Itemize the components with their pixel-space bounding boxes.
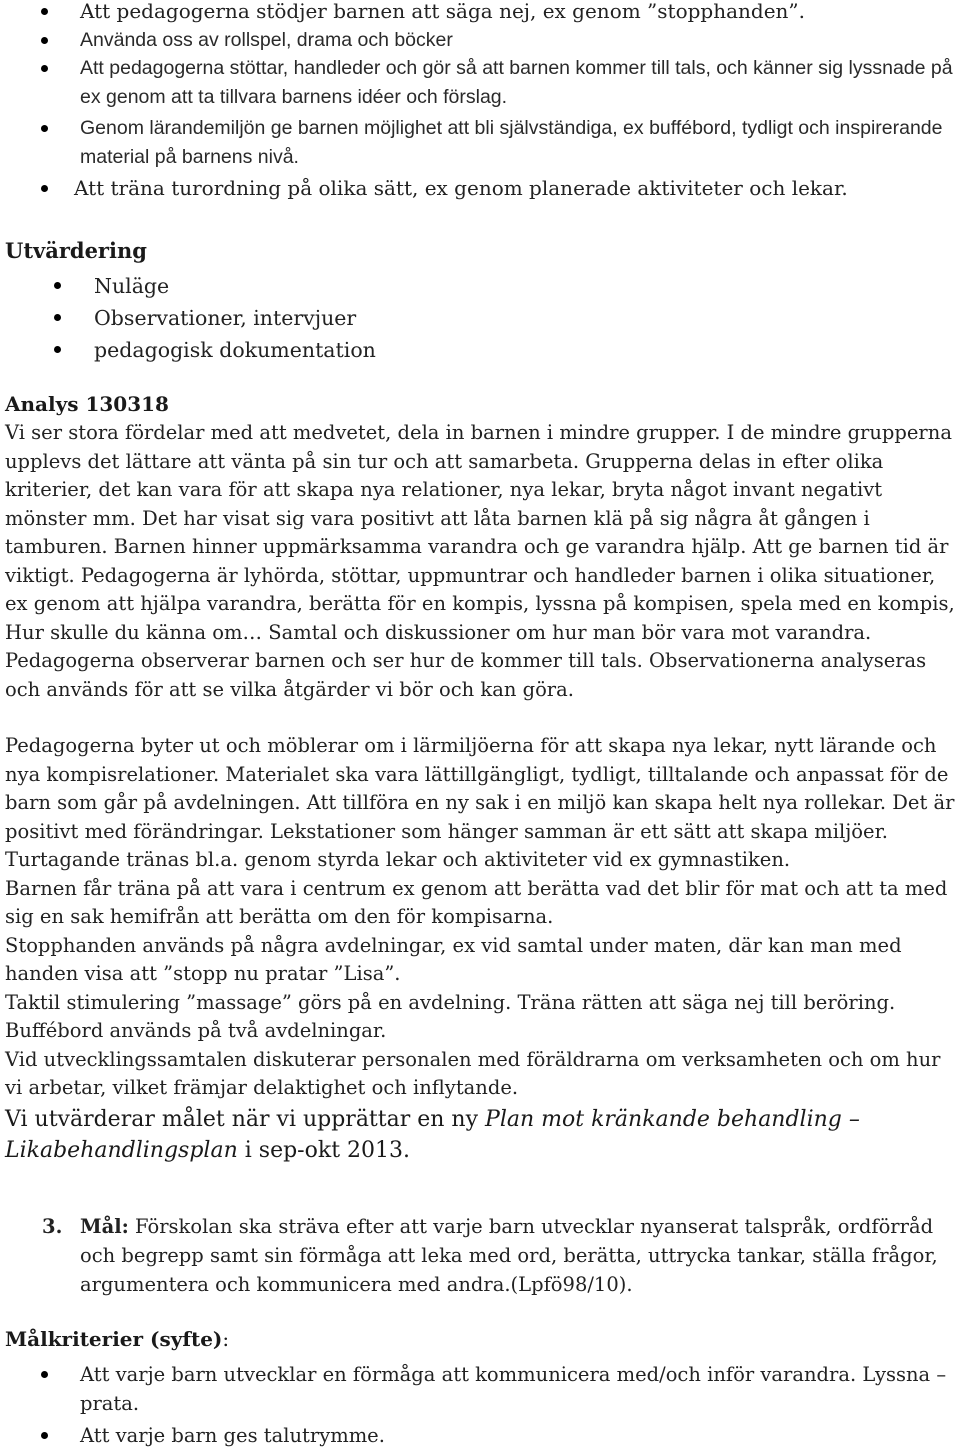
bullet-icon (41, 8, 48, 15)
goal-section (0, 1212, 960, 1299)
criteria-heading (5, 1327, 229, 1351)
list-item (0, 0, 960, 26)
statement-text: Vi utvärderar målet när vi upprättar en ny (5, 1107, 486, 1132)
list-item-text: pedagogisk dokumentation (94, 338, 376, 362)
evaluation-plan-statement (5, 1104, 960, 1166)
analysis-paragraph: Taktil stimulering ”massage” görs på en avdelning. Träna rätten att säga nej till beröring. (5, 990, 896, 1014)
analysis-text (5, 419, 960, 1103)
analysis-paragraph: Vid utvecklingssamtalen diskuterar personalen med föräldrarna om verksamheten och om hur vi arbetar, vilket främjar delaktighet och inflytande. (5, 1047, 941, 1099)
goal-body (80, 1212, 960, 1299)
list-item-text: Att varje barn ges talutrymme. (80, 1424, 385, 1447)
statement-text: i sep-okt 2013. (237, 1138, 411, 1163)
list-item-text: Observationer, intervjuer (94, 306, 357, 330)
goal-text: Förskolan ska sträva efter att varje barn utvecklar nyanserat talspråk, ordförråd och begrepp samt sin förmåga att leka med ord, berätta, uttrycka tankar, ställa frågor, argumentera och kommunicera med andra.(Lpfö98/10). (80, 1215, 938, 1296)
paragraph-gap (5, 704, 960, 732)
criteria-list (0, 1360, 960, 1450)
evaluation-heading: Utvärdering (5, 238, 147, 263)
list-item-text: Att pedagogerna stödjer barnen att säga nej, ex genom ”stopphanden”. (80, 0, 806, 23)
bullet-icon (41, 65, 48, 72)
list-item-text: Att varje barn utvecklar en förmåga att kommunicera med/och inför varandra. Lyssna – prata. (80, 1363, 947, 1415)
list-item-text: Att träna turordning på olika sätt, ex genom planerade aktiviteter och lekar. (74, 176, 848, 200)
list-item (0, 302, 960, 334)
analysis-paragraph: Barnen får träna på att vara i centrum ex genom att berätta vad det blir för mat och att ta med sig en sak hemifrån att berätta om den för kompisarna. (5, 876, 948, 928)
list-item (0, 26, 960, 55)
list-item-text: Nuläge (94, 274, 170, 298)
bullet-icon (54, 314, 61, 321)
analysis-paragraph: Buffébord används på två avdelningar. (5, 1019, 387, 1042)
strategy-bullet-list (0, 0, 960, 203)
analysis-paragraph: Vi ser stora fördelar med att medvetet, dela in barnen i mindre grupper. I de mindre grupperna upplevs det lättare att vänta på sin tur och att samarbeta. Grupperna delas in efter olika kriterier, det kan vara för att skapa nya relationer, nya lekar, bryta något invant negativt mönster mm. Det har visat sig vara positivt att låta barnen klä på sig några åt gången i tamburen. Barnen hinner uppmärksamma varandra och ge varandra hjälp. Att ge barnen tid är viktigt. Pedagogerna är lyhörda, stöttar, uppmuntrar och handleder barnen i olika situationer, ex genom att hjälpa varandra, berätta för en kompis, lyssna på kompisen, spela med en kompis, Hur skulle du känna om… Samtal och diskussioner om hur man bör vara mot varandra. Pedagogerna observerar barnen och ser hur de kommer till tals. Observationerna analyseras och används för att se vilka åtgärder vi bör och kan göra. (5, 421, 955, 701)
analysis-heading: Analys 130318 (5, 392, 169, 416)
list-item-text: Genom lärandemiljön ge barnen möjlighet att bli självständiga, ex buffébord, tydligt och inspirerande material på barnens nivå. (80, 117, 943, 168)
criteria-heading-colon: : (222, 1327, 230, 1351)
bullet-icon (41, 185, 48, 192)
bullet-icon (41, 37, 48, 44)
bullet-icon (54, 346, 61, 353)
bullet-icon (41, 1432, 48, 1439)
plan-title: Plan mot kränkande behandling – Likabehandlingsplan (5, 1107, 860, 1163)
list-item (0, 54, 960, 111)
list-item (0, 270, 960, 302)
list-item (0, 1421, 960, 1450)
bullet-icon (54, 282, 61, 289)
analysis-paragraph: Pedagogerna byter ut och möblerar om i lärmiljöerna för att skapa nya lekar, nytt lärande och nya kompisrelationer. Materialet ska vara lättillgängligt, tydligt, tilltalande och anpassat för de barn som går på avdelningen. Att tillföra en ny sak i en miljö kan skapa helt nya rollekar. Det är positivt med förändringar. Lekstationer som hänger samman är ett sätt att skapa miljöer. Turtagande tränas bl.a. genom styrda lekar och aktiviteter vid ex gymnastiken. (5, 734, 955, 871)
bullet-icon (41, 1371, 48, 1378)
list-item-text: Att pedagogerna stöttar, handleder och gör så att barnen kommer till tals, och känner sig lyssnade på ex genom att ta tillvara barnens idéer och förslag. (80, 57, 953, 108)
analysis-paragraph: Stopphanden används på några avdelningar, ex vid samtal under maten, där kan man med handen visa att ”stopp nu pratar ”Lisa”. (5, 933, 902, 985)
bullet-icon (41, 125, 48, 132)
list-item (0, 114, 960, 171)
goal-label: Mål: (80, 1215, 129, 1238)
goal-number: 3. (42, 1215, 63, 1238)
evaluation-list (0, 270, 960, 366)
list-item (0, 1360, 960, 1418)
criteria-heading-bold: Målkriterier (syfte) (5, 1327, 223, 1351)
list-item (0, 174, 960, 203)
list-item-text: Använda oss av rollspel, drama och böcker (80, 28, 453, 51)
list-item (0, 334, 960, 366)
